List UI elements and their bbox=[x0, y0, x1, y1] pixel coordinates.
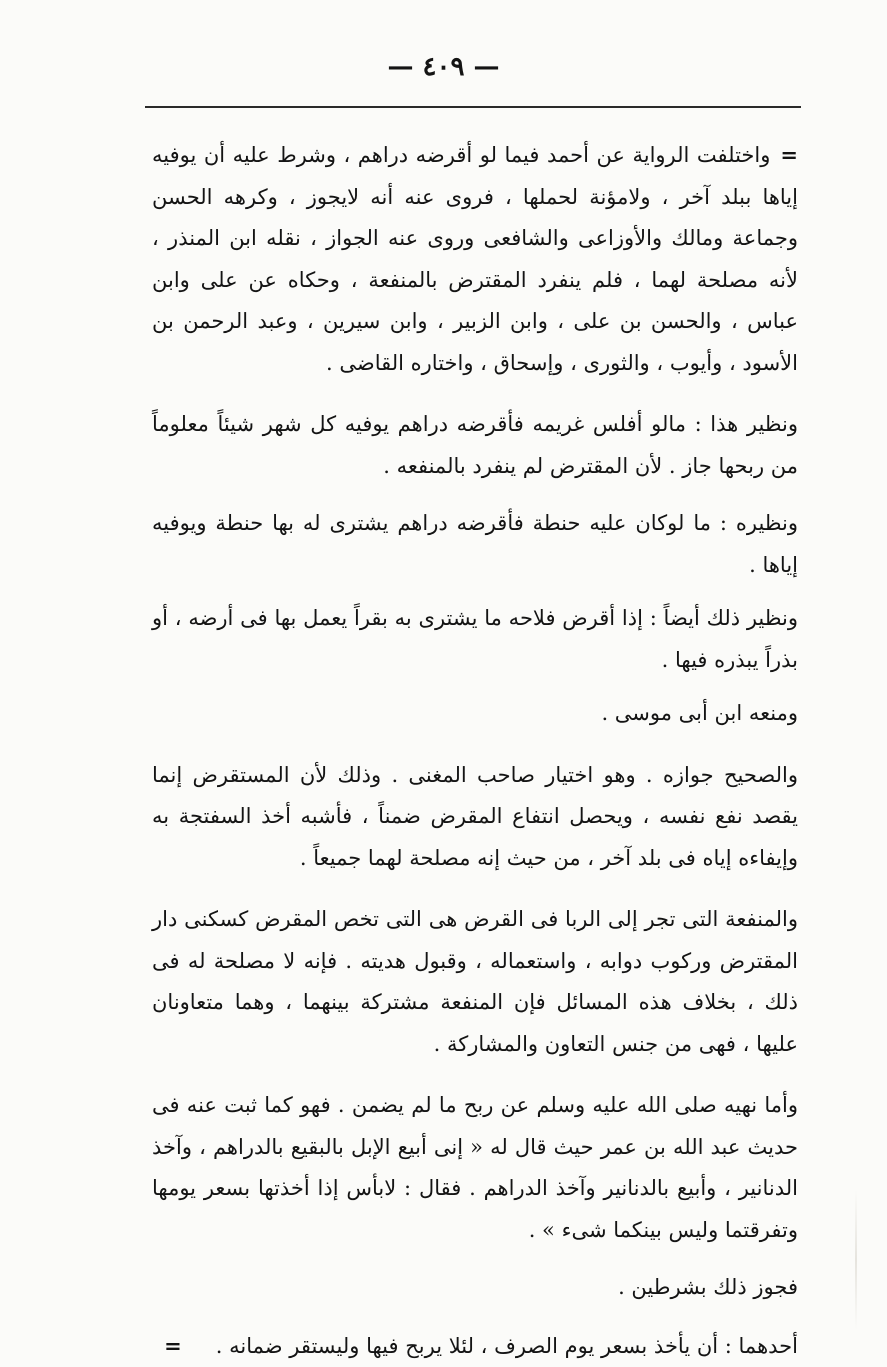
paragraph-ibn-abi-musa: ومنعه ابن أبى موسى . bbox=[152, 693, 798, 735]
paragraph-bankrupt-debtor: ونظير هذا : مالو أفلس غريمه فأقرضه دراهم يوفيه كل شهر شيئاً معلوماً من ربحها جاز . لأن المقترض لم ينفرد بالمنفعه . bbox=[152, 404, 798, 487]
continuation-mark: = bbox=[780, 134, 798, 176]
paragraph-two-conditions: فجوز ذلك بشرطين . bbox=[152, 1267, 798, 1309]
paragraph-text: واختلفت الرواية عن أحمد فيما لو أقرضه دراهم ، وشرط عليه أن يوفيه إياها ببلد آخر ، ولامؤنة لحملها ، فروى عنه أنه لايجوز ، وكرهه الحسن وجماعة ومالك والأوزاعى والشافعى وروى عنه الجواز ، نقله ابن المنذر ، لأنه مصلحة لهما ، فلم ينفرد المقترض بالمنفعة ، وحكاه عن على وابن عباس ، والحسن بن على ، وابن الزبير ، وابن سيرين ، وعبد الرحمن بن الأسود ، وأيوب ، والثورى ، وإسحاق ، واختاره القاضى . bbox=[152, 143, 798, 375]
header-rule bbox=[145, 106, 801, 108]
continuation-mark: = bbox=[164, 1325, 182, 1367]
paragraph-first-condition bbox=[152, 1325, 798, 1367]
paragraph-wheat-debt: ونظيره : ما لوكان عليه حنطة فأقرضه دراهم يشترى له بها حنطة ويوفيه إياها . bbox=[152, 503, 798, 586]
paragraph-text: أحدهما : أن يأخذ بسعر يوم الصرف ، لئلا يربح فيها وليستقر ضمانه . bbox=[216, 1334, 798, 1358]
paragraph-farmer-loan: ونظير ذلك أيضاً : إذا أقرض فلاحه ما يشترى به بقراً يعمل بها فى أرضه ، أو بذراً يبذره فيها . bbox=[152, 598, 798, 681]
paragraph-loan-repayment-other-city bbox=[152, 134, 798, 384]
page-body bbox=[152, 134, 798, 1367]
paragraph-hadith-ibn-umar: وأما نهيه صلى الله عليه وسلم عن ربح ما لم يضمن . فهو كما ثبت عنه فى حديث عبد الله بن عمر حيث قال له « إنى أبيع الإبل بالبقيع بالدراهم ، وآخذ الدنانير ، وأبيع بالدنانير وآخذ الدراهم . فقال : لابأس إذا أخذتها بسعر يومها وتفرقتما وليس بينكما شىء » . bbox=[152, 1085, 798, 1251]
paragraph-correct-view: والصحيح جوازه . وهو اختيار صاحب المغنى . وذلك لأن المستقرض إنما يقصد نفع نفسه ، ويحصل انتفاع المقرض ضمناً ، فأشبه أخذ السفتجة به وإيفاءه إياه فى بلد آخر ، من حيث إنه مصلحة لهما جميعاً . bbox=[152, 755, 798, 880]
page-number: — ٤٠٩ — bbox=[0, 52, 887, 82]
scan-edge-shadow bbox=[855, 1190, 857, 1330]
paragraph-benefit-definition: والمنفعة التى تجر إلى الربا فى القرض هى التى تخص المقرض كسكنى دار المقترض وركوب دوابه ، واستعماله ، وقبول هديته . فإنه لا مصلحة له فى ذلك ، بخلاف هذه المسائل فإن المنفعة مشتركة بينهما ، وهما متعاونان عليها ، فهى من جنس التعاون والمشاركة . bbox=[152, 899, 798, 1065]
